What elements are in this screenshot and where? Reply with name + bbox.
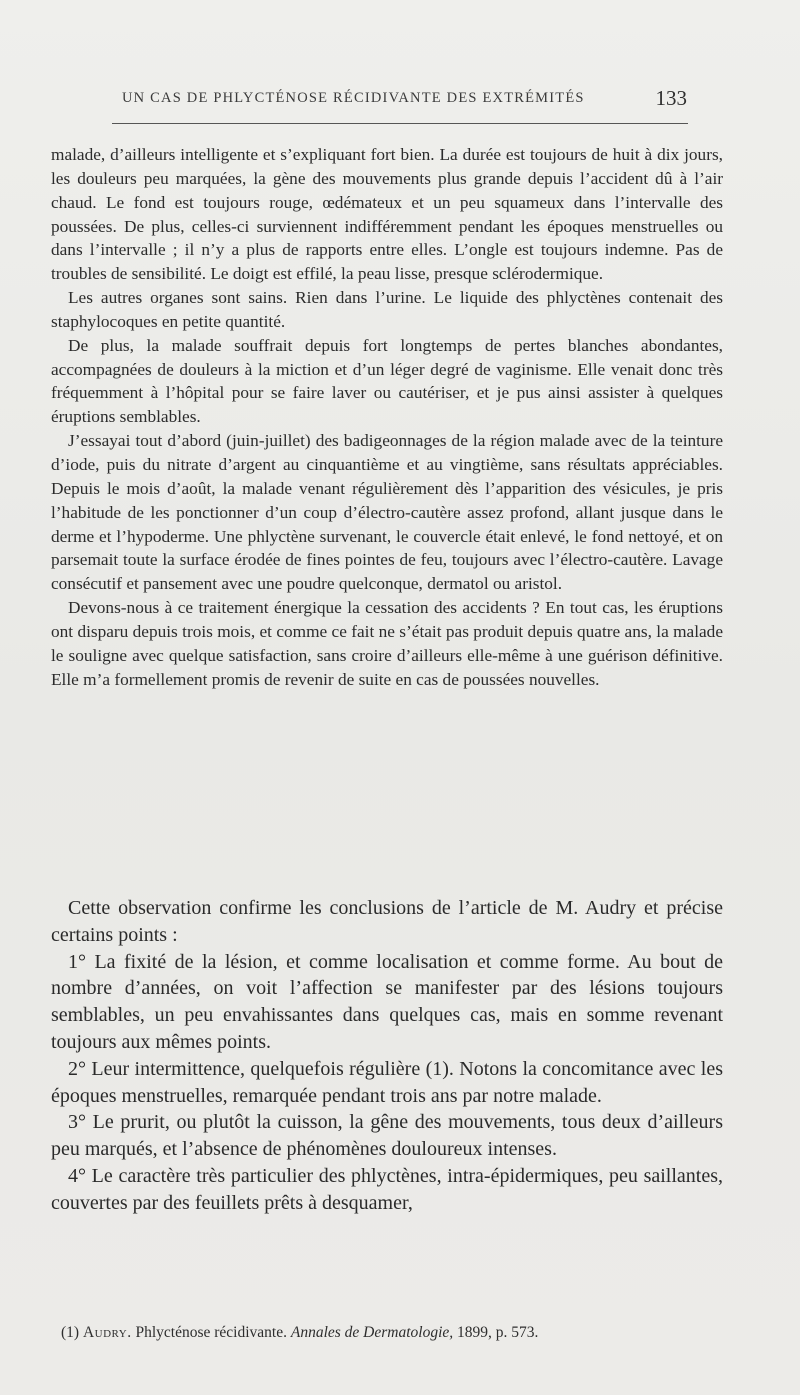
observation-paragraph: Les autres organes sont sains. Rien dans l’urine. Le liquide des phlyctènes contenait des staphylocoques en petite quantité.	[51, 288, 723, 331]
footnote-details: 1899, p. 573.	[457, 1324, 539, 1341]
observation-paragraph: De plus, la malade souffrait depuis fort longtemps de pertes blanches abondantes, accompagnées de douleurs à la miction et d’un léger degré de vaginisme. Elle venait donc très fréquemment à l’hôpital pour se faire laver ou cautériser, et je pus ainsi assister à quelques éruptions semblables.	[51, 335, 723, 427]
header-rule	[112, 123, 688, 124]
footnote	[61, 1323, 726, 1343]
footnote-marker: (1)	[61, 1324, 80, 1341]
observation-paragraph: malade, d’ailleurs intelligente et s’expliquant fort bien. La durée est toujours de huit à dix jours, les douleurs peu marquées, la gène des mouvements plus grande depuis l’accident dû à l’air chaud. Le fond est toujours rouge, œdémateux et un peu squameux dans l’intervalle des poussées. De plus, celles-ci surviennent indifféremment pendant les époques menstruelles ou dans l’intervalle ; il n’y a plus de rapports entre elles. L’ongle est toujours indemne. Pas de troubles de sensibilité. Le doigt est effilé, la peau lisse, presque sclérodermique.	[51, 145, 723, 284]
observation-text	[51, 143, 723, 691]
discussion-paragraph: 3° Le prurit, ou plutôt la cuisson, la gêne des mouvements, tous deux d’ailleurs peu marqués, et l’absence de phénomènes douloureux intenses.	[51, 1111, 723, 1161]
page-number: 133	[655, 86, 687, 110]
observation-paragraph: Devons-nous à ce traitement énergique la cessation des accidents ? En tout cas, les éruptions ont disparu depuis trois mois, et comme ce fait ne s’était pas produit depuis quatre ans, la malade le souligne avec quelque satisfaction, sans croire d’ailleurs elle-même à une guérison définitive. Elle m’a formellement promis de revenir de suite en cas de poussées nouvelles.	[51, 598, 723, 689]
discussion-text	[51, 895, 723, 1217]
footnote-author: Audry.	[82, 1324, 132, 1341]
running-head: UN CAS DE PHLYCTÉNOSE RÉCIDIVANTE DES EXTRÉMITÉS	[122, 90, 585, 106]
footnote-journal: Annales de Dermatologie,	[290, 1324, 454, 1341]
discussion-paragraph: 2° Leur intermittence, quelquefois régulière (1). Notons la concomitance avec les époques menstruelles, remarquée pendant trois ans par notre malade.	[51, 1057, 723, 1107]
discussion-paragraph: Cette observation confirme les conclusions de l’article de M. Audry et précise certains points :	[51, 897, 723, 946]
discussion-paragraph: 1° La fixité de la lésion, et comme localisation et comme forme. Au bout de nombre d’années, on voit l’affection se manifester par des lésions toujours semblables, un peu envahissantes dans quelques cas, mais en somme revenant toujours aux mêmes points.	[51, 950, 723, 1053]
observation-paragraph: J’essayai tout d’abord (juin-juillet) des badigeonnages de la région malade avec de la teinture d’iode, puis du nitrate d’argent au cinquantième et au vingtième, sans résultats appréciables. Depuis le mois d’août, la malade venant régulièrement dès l’apparition des vésicules, je pris l’habitude de les ponctionner d’un coup d’électro-cautère assez profond, allant jusque dans le derme et l’hypoderme. Une phlyctène survenant, le couvercle était enlevé, le fond nettoyé, et on parsemait toute la surface érodée de fines pointes de feu, toujours avec l’électro-cautère. Lavage consécutif et pansement avec une poudre quelconque, dermatol ou aristol.	[51, 431, 723, 594]
page-header	[122, 86, 687, 116]
discussion-paragraph: 4° Le caractère très particulier des phlyctènes, intra-épidermiques, peu saillantes, couvertes par des feuillets prêts à desquamer,	[51, 1164, 723, 1214]
footnote-title: Phlycténose récidivante.	[135, 1324, 287, 1341]
